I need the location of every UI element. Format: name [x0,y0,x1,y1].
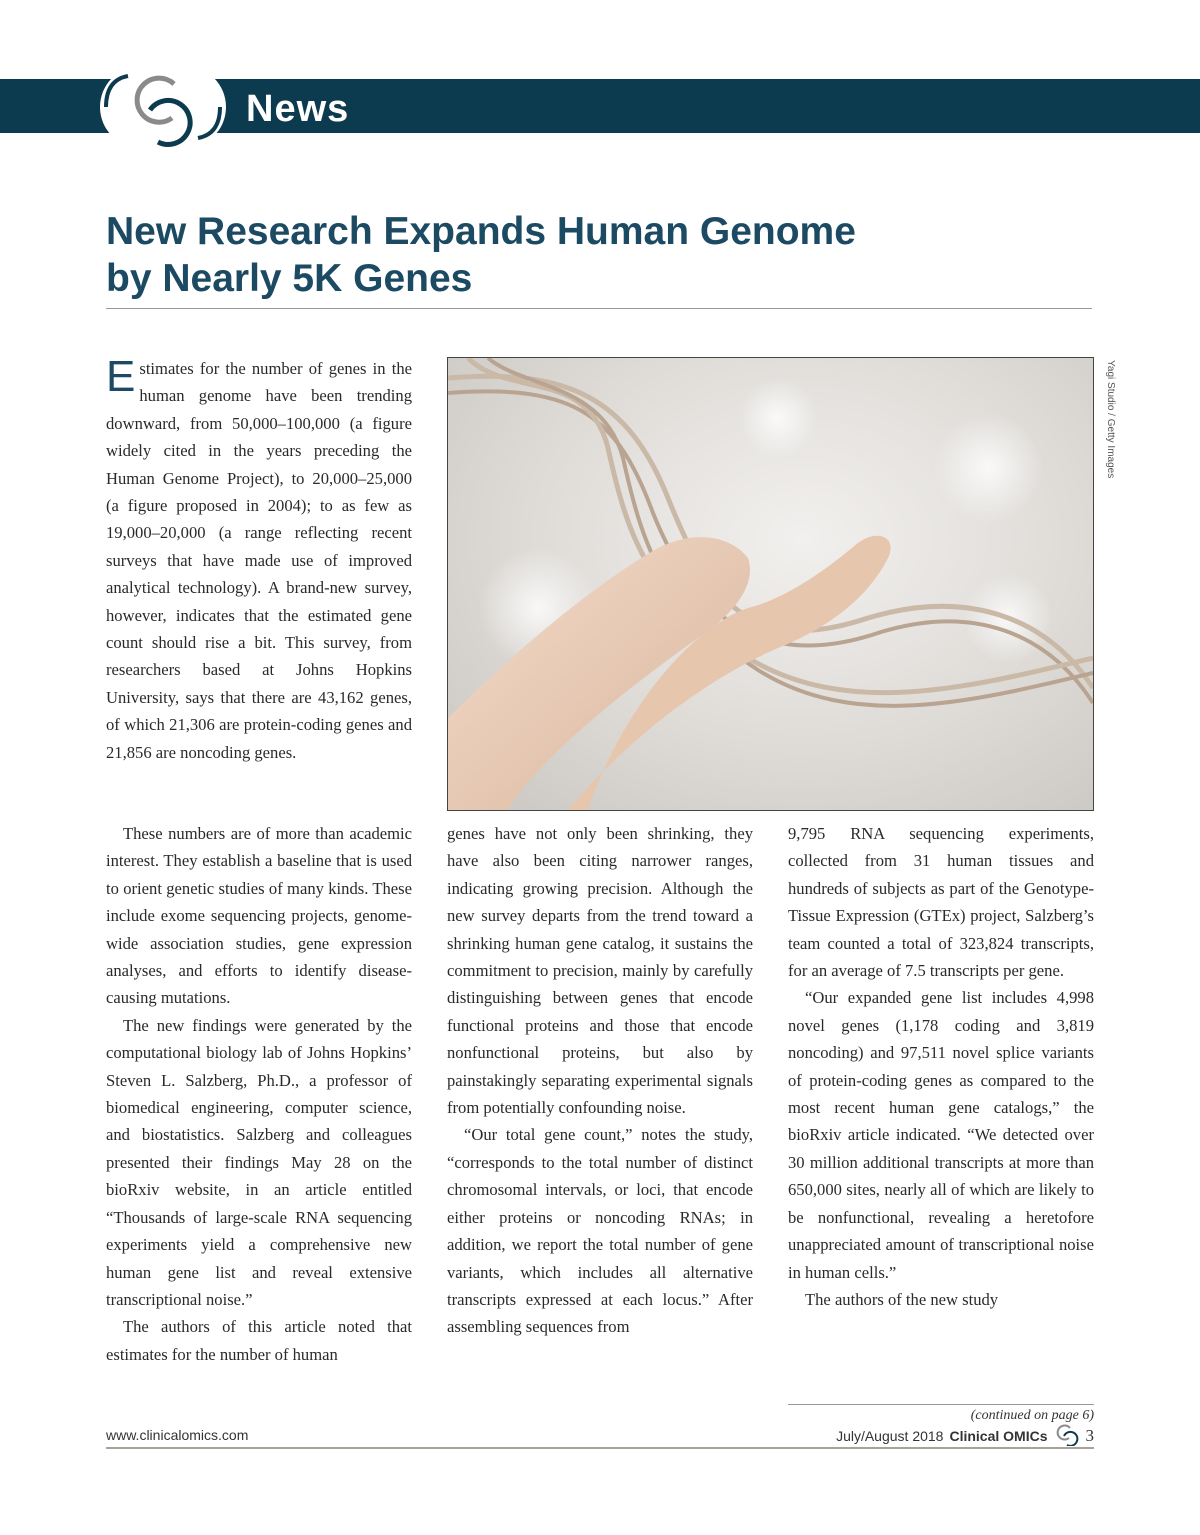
footer-issue-info [836,1425,1094,1447]
paragraph-4: The authors of this article noted that estimates for the number of human [106,1317,412,1364]
paragraph-1 [106,352,412,766]
section-label: News [246,88,350,130]
page-number: 3 [1085,1426,1094,1445]
paragraph-1-text: stimates for the number of genes in the human genome have been trending downward, from 50,000–100,000 (a figure widely cited in the years preceding the Human Genome Project), to 20,000–25,000 (a figure proposed in 2004); to as few as 19,000–20,000 (a range reflecting recent surveys that have made use of improved analytical technology). A brand-new survey, however, indicates that the estimated gene count should rise a bit. This survey, from researchers based at Johns Hopkins University, says that there are 43,162 genes, of which 21,306 are protein-coding genes and 21,856 are noncoding genes. [106,359,412,762]
logo-co-icon [100,66,226,148]
article-column-1 [106,820,412,1368]
title-line-1: New Research Expands Human Genome [106,210,856,253]
article-photo [447,357,1094,811]
footer-divider [106,1447,1094,1449]
title-divider [106,308,1092,309]
paragraph-6: “Our total gene count,” notes the study, “corresponds to the total number of distinct chromosomal intervals, or loci, that encode either proteins or noncoding RNAs; in addition, we report the total number of gene variants, which includes all alternative transcripts expressed at each locus.” After assembling sequences from [447,1125,753,1337]
continued-note: (continued on page 6) [970,1408,1094,1423]
paragraph-7: 9,795 RNA sequencing experiments, collected from 31 human tissues and hundreds of subjects as part of the Genotype-Tissue Expression (GTEx) project, Salzberg’s team counted a total of 323,824 transcripts, for an average of 7.5 transcripts per gene. [788,824,1094,981]
title-line-2: by Nearly 5K Genes [106,257,473,300]
article-column-3 [788,820,1094,1313]
article-column-1-top [106,352,412,766]
drop-cap: E [106,352,136,401]
paragraph-8: “Our expanded gene list includes 4,998 novel genes (1,178 coding and 3,819 noncoding) and 97,511 novel splice variants of protein-coding genes as compared to the most recent human gene catalogs,” the bioRxiv article indicated. “We detected over 30 million additional transcripts at more than 650,000 sites, nearly all of which are likely to be nonfunctional, revealing a heretofore unappreciated amount of transcriptional noise in human cells.” [788,988,1094,1282]
footer-publication: Clinical OMICs [949,1428,1048,1444]
paragraph-5: genes have not only been shrinking, they have also been citing narrower ranges, indicating growing precision. Although the new survey departs from the trend toward a shrinking human gene catalog, it sustains the commitment to precision, mainly by carefully distinguishing between genes that encode functional proteins and those that encode nonfunctional proteins, but also by painstakingly separating experimental signals from potentially confounding noise. [447,824,753,1118]
paragraph-3: The new findings were generated by the computational biology lab of Johns Hopkins’ Steven L. Salzberg, Ph.D., a professor of biomedical engineering, computer science, and biostatistics. Salzberg and colleagues presented their findings May 28 on the bioRxiv website, in an article entitled “Thousands of large-scale RNA sequencing experiments yield a comprehensive new human gene list and reveal extensive transcriptional noise.” [106,1015,412,1309]
footer-url[interactable]: www.clinicalomics.com [106,1427,249,1443]
footer-issue-date: July/August 2018 [836,1428,944,1444]
paragraph-2: These numbers are of more than academic interest. They establish a baseline that is used to orient genetic studies of many kinds. These include exome sequencing projects, genome-wide association studies, gene expression analyses, and efforts to identify disease-causing mutations. [106,824,412,1008]
article-column-2 [447,820,753,1341]
page-title [106,208,1006,302]
photo-credit: Yagi Studio / Getty Images [1105,360,1116,479]
footer-logo-icon [1054,1424,1080,1449]
paragraph-9: The authors of the new study [805,1289,999,1309]
continued-divider [788,1404,1094,1405]
